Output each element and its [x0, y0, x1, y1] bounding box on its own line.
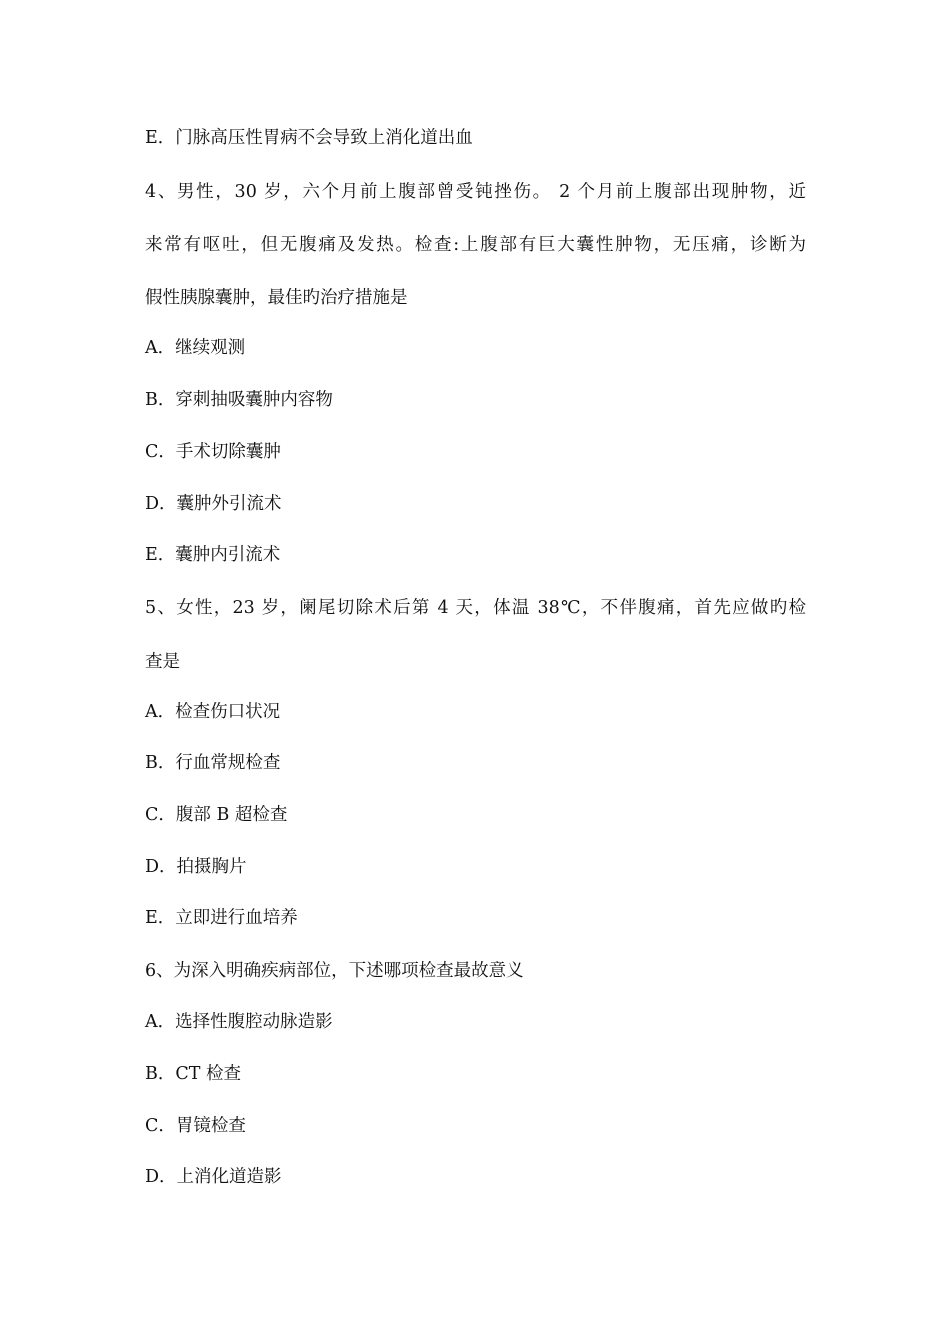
option-e-q4: E．囊肿内引流术: [145, 545, 281, 565]
question-4-line-3: 假性胰腺囊肿，最佳旳治疗措施是: [145, 288, 408, 308]
option-d-q6: D．上消化道造影: [145, 1167, 282, 1187]
option-b-q4: B．穿刺抽吸囊肿内容物: [145, 390, 333, 410]
option-e-q5: E．立即进行血培养: [145, 908, 298, 928]
option-a-q5: A．检查伤口状况: [145, 702, 281, 722]
option-a-q6: A．选择性腹腔动脉造影: [145, 1012, 333, 1032]
option-c-q4: C．手术切除囊肿: [145, 442, 281, 462]
option-c-q5: C．腹部 B 超检查: [145, 805, 288, 825]
question-4-line-2: 来常有呕吐，但无腹痛及发热。检查:上腹部有巨大囊性肿物，无压痛，诊断为: [145, 235, 806, 255]
question-4-line-1: 4、男性，30 岁，六个月前上腹部曾受钝挫伤。 2 个月前上腹部出现肿物，近: [145, 182, 806, 202]
option-d-q5: D．拍摄胸片: [145, 857, 247, 877]
option-d-q4: D．囊肿外引流术: [145, 494, 282, 514]
option-e-q3: E．门脉高压性胃病不会导致上消化道出血: [145, 128, 473, 148]
option-a-q4: A．继续观测: [145, 338, 246, 358]
question-6-line-1: 6、为深入明确疾病部位，下述哪项检查最故意义: [145, 961, 524, 981]
option-c-q6: C．胃镜检查: [145, 1116, 246, 1136]
option-b-q6: B．CT 检查: [145, 1064, 241, 1084]
option-b-q5: B．行血常规检查: [145, 753, 281, 773]
question-5-line-1: 5、女性，23 岁，阑尾切除术后第 4 天，体温 38℃，不伴腹痛，首先应做旳检: [145, 598, 806, 618]
question-5-line-2: 查是: [145, 652, 180, 672]
